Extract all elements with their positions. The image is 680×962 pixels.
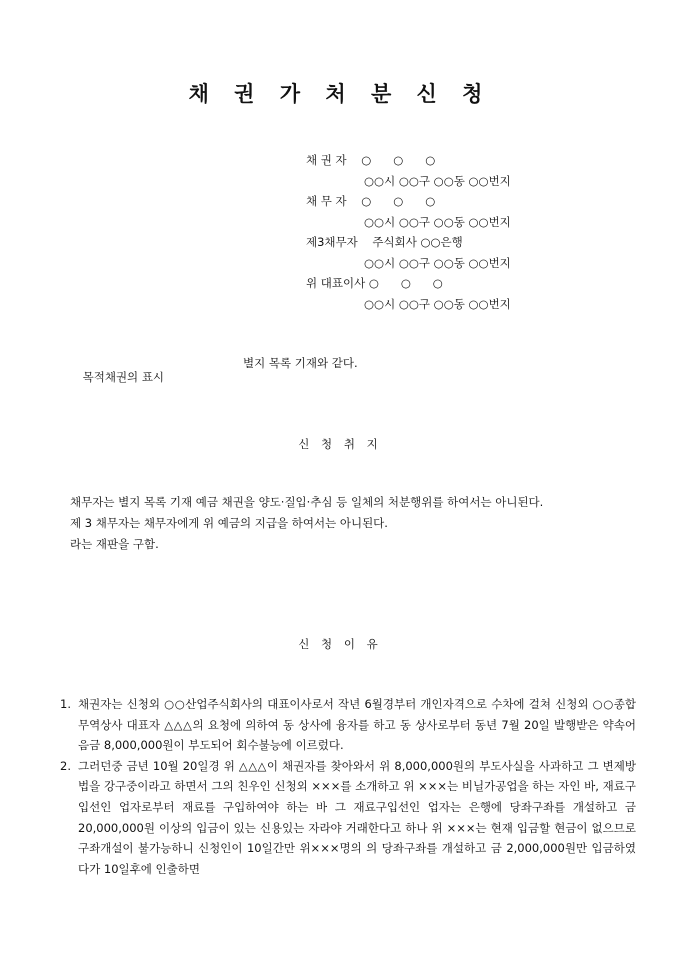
debtor-line: 채 무 자 ○ ○ ○ xyxy=(306,194,436,208)
debtor-address: ○○시 ○○구 ○○동 ○○번지 xyxy=(364,214,511,229)
target-claim xyxy=(68,355,358,413)
reason-text: 채권자는 신청외 ○○산업주식회사의 대표이사로서 작년 6월경부터 개인자격으로 수차에 걸쳐 신청외 ○○종합무역상사 대표자 △△△의 요청에 의하여 동 상사에 융자를 하고 동 상사로부터 동년 7월 20일 발행받은 약속어음금 8,000,000원이 부도되어 회수불능에 이르렀다. xyxy=(78,697,636,753)
purpose-paragraph: 제 3 채무자는 채무자에게 위 예금의 지급을 하여서는 아니된다. xyxy=(70,516,388,530)
document-title: 채 권 가 처 분 신 청 xyxy=(188,81,492,106)
reasons-heading: 신 청 이 유 xyxy=(298,637,382,651)
representative-line: 위 대표이사 ○ ○ ○ xyxy=(306,276,443,290)
purpose-paragraph: 라는 재판을 구함. xyxy=(70,537,159,551)
reason-item xyxy=(60,694,636,756)
reason-number: 1. xyxy=(60,697,71,711)
target-claim-label: 목적채권의 표시 xyxy=(82,370,165,384)
purpose-body xyxy=(60,492,636,555)
representative-address: ○○시 ○○구 ○○동 ○○번지 xyxy=(364,296,511,311)
parties-block xyxy=(306,150,666,314)
third-debtor-line: 제3채무자 주식회사 ○○은행 xyxy=(306,235,463,249)
reason-item xyxy=(60,756,636,880)
reasons-body xyxy=(60,694,636,879)
reason-text: 그러던중 금년 10월 20일경 위 △△△이 채권자를 찾아와서 위 8,000,000원의 부도사실을 사과하고 그 변제방법을 강구중이라고 하면서 그의 친우인 신청외 ×××를 소개하고 위 ×××는 비닐가공업을 하는 자인 바, 재료구입선인 업자로부터 재료를 구입하여야 하는 바 그 재료구입선인 업자는 은행에 당좌구좌를 개설하고 금20,000,000원 이상의 입금이 있는 신용있는 자라야 거래한다고 하나 위 ×××는 현재 입금할 현금이 없으므로 구좌개설이 불가능하니 신청인이 10일간만 위×××명의 의 당좌구좌를 개설하고 금 2,000,000원만 입금하였다가 10일후에 인출하면 xyxy=(78,758,636,876)
reason-number: 2. xyxy=(60,758,71,773)
target-claim-value: 별지 목록 기재와 같다. xyxy=(243,356,358,370)
purpose-paragraph: 채무자는 별지 목록 기재 예금 채권을 양도·질입·추심 등 일체의 처분행위를 하여서는 아니된다. xyxy=(70,495,544,509)
third-debtor-address: ○○시 ○○구 ○○동 ○○번지 xyxy=(364,255,511,270)
creditor-address: ○○시 ○○구 ○○동 ○○번지 xyxy=(364,173,511,188)
creditor-line: 채 권 자 ○ ○ ○ xyxy=(306,153,436,167)
purpose-heading: 신 청 취 지 xyxy=(298,437,382,451)
